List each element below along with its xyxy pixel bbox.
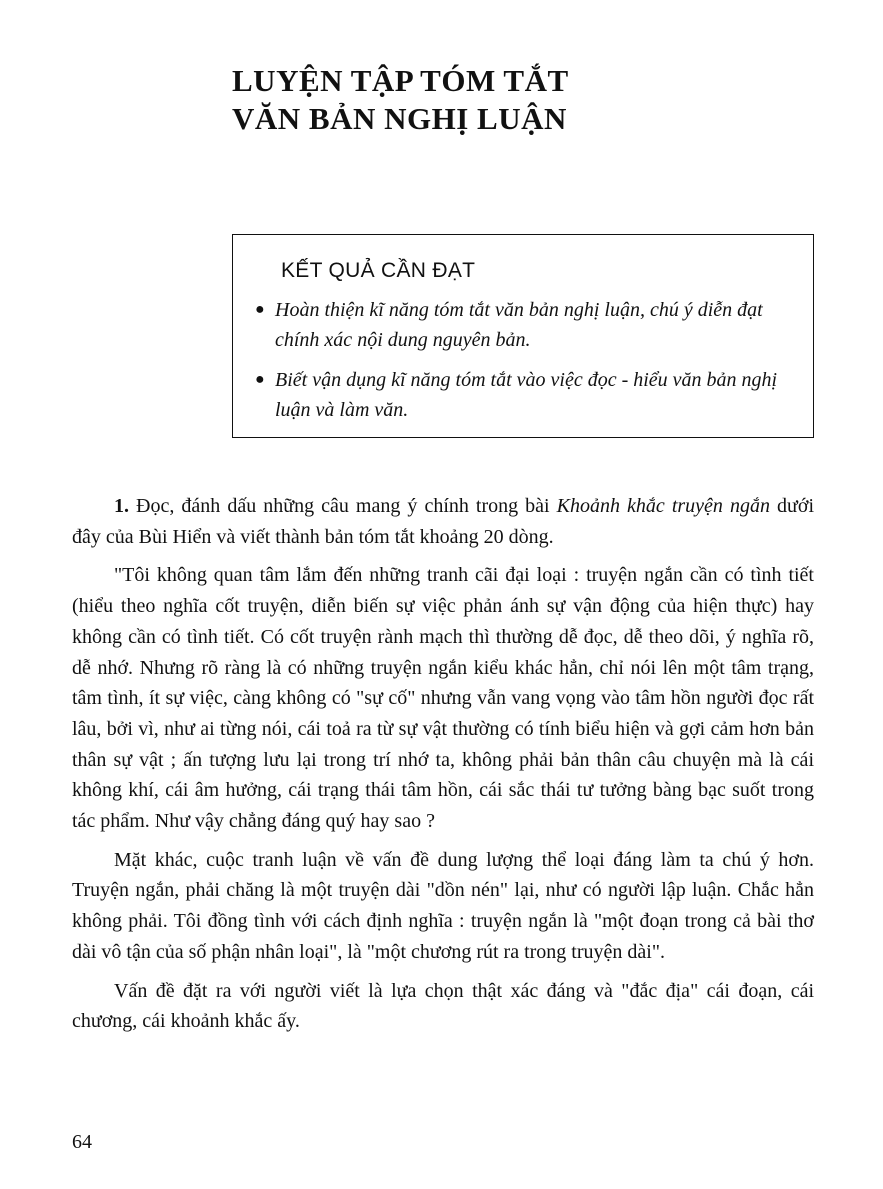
- page-number: 64: [72, 1131, 92, 1153]
- page-title: [232, 62, 569, 138]
- goals-heading: KẾT QUẢ CẦN ĐẠT: [281, 259, 476, 282]
- body-text: [72, 491, 814, 1045]
- goals-box: [232, 234, 814, 438]
- quote-paragraph-3: Vấn đề đặt ra với người viết là lựa chọn thật xác đáng và "đắc địa" cái đoạn, cái chương, cái khoảnh khắc ấy.: [72, 979, 814, 1033]
- goal-item: [253, 365, 798, 425]
- exercise-number: 1.: [114, 495, 129, 517]
- goal-item: [253, 295, 798, 355]
- exercise-intro-before: Đọc, đánh dấu những câu mang ý chính trong bài: [129, 495, 557, 517]
- bullet-icon: ●: [255, 371, 265, 388]
- bullet-icon: ●: [255, 301, 265, 318]
- title-line-1: LUYỆN TẬP TÓM TẮT: [232, 63, 569, 98]
- goal-item-text: Hoàn thiện kĩ năng tóm tắt văn bản nghị luận, chú ý diễn đạt chính xác nội dung nguyên bản.: [275, 299, 763, 351]
- quote-paragraph-2: Mặt khác, cuộc tranh luận về vấn đề dung lượng thể loại đáng làm ta chú ý hơn. Truyện ngắn, phải chăng là một truyện dài "dồn nén" lại, như có người lập luận. Chắc hẳn không phải. Tôi đồng tình với cách định nghĩa : truyện ngắn là "một đoạn trong cả bài thơ dài vô tận của số phận nhân loại", là "một chương rút ra trong truyện dài".: [72, 848, 814, 963]
- work-title: Khoảnh khắc truyện ngắn: [556, 495, 770, 517]
- goal-item-text: Biết vận dụng kĩ năng tóm tắt vào việc đọc - hiểu văn bản nghị luận và làm văn.: [275, 369, 778, 421]
- title-line-2: VĂN BẢN NGHỊ LUẬN: [232, 101, 567, 136]
- exercise-intro-after: dưới đây của Bùi Hiển và viết thành bản tóm tắt khoảng 20 dòng.: [72, 495, 814, 548]
- quote-paragraph-1: "Tôi không quan tâm lắm đến những tranh cãi đại loại : truyện ngắn cần có tình tiết (hiểu theo nghĩa cốt truyện, diễn biến sự việc phản ánh sự vận động của hiện thực) hay không cần có tình tiết. Có cốt truyện rành mạch thì thường dễ đọc, dễ theo dõi, ý nghĩa rõ, dễ nhớ. Nhưng rõ ràng là có những truyện ngắn kiểu khác hẳn, chỉ nói lên một tâm trạng, tâm tình, ít sự việc, càng không có "sự cố" nhưng vẫn vang vọng vào tâm hồn người đọc rất lâu, bởi vì, như ai từng nói, cái toả ra từ sự vật thường có tính biểu hiện và gợi cảm hơn bản thân sự vật ; ấn tượng lưu lại trong trí nhớ ta, không phải bản thân câu chuyện mà là cái không khí, cái âm hưởng, cái trạng thái tâm hồn, cái sắc thái tư tưởng bàng bạc suốt trong tác phẩm. Như vậy chẳng đáng quý hay sao ?: [72, 564, 814, 833]
- exercise-instruction: [72, 491, 814, 552]
- goals-list: [253, 295, 798, 435]
